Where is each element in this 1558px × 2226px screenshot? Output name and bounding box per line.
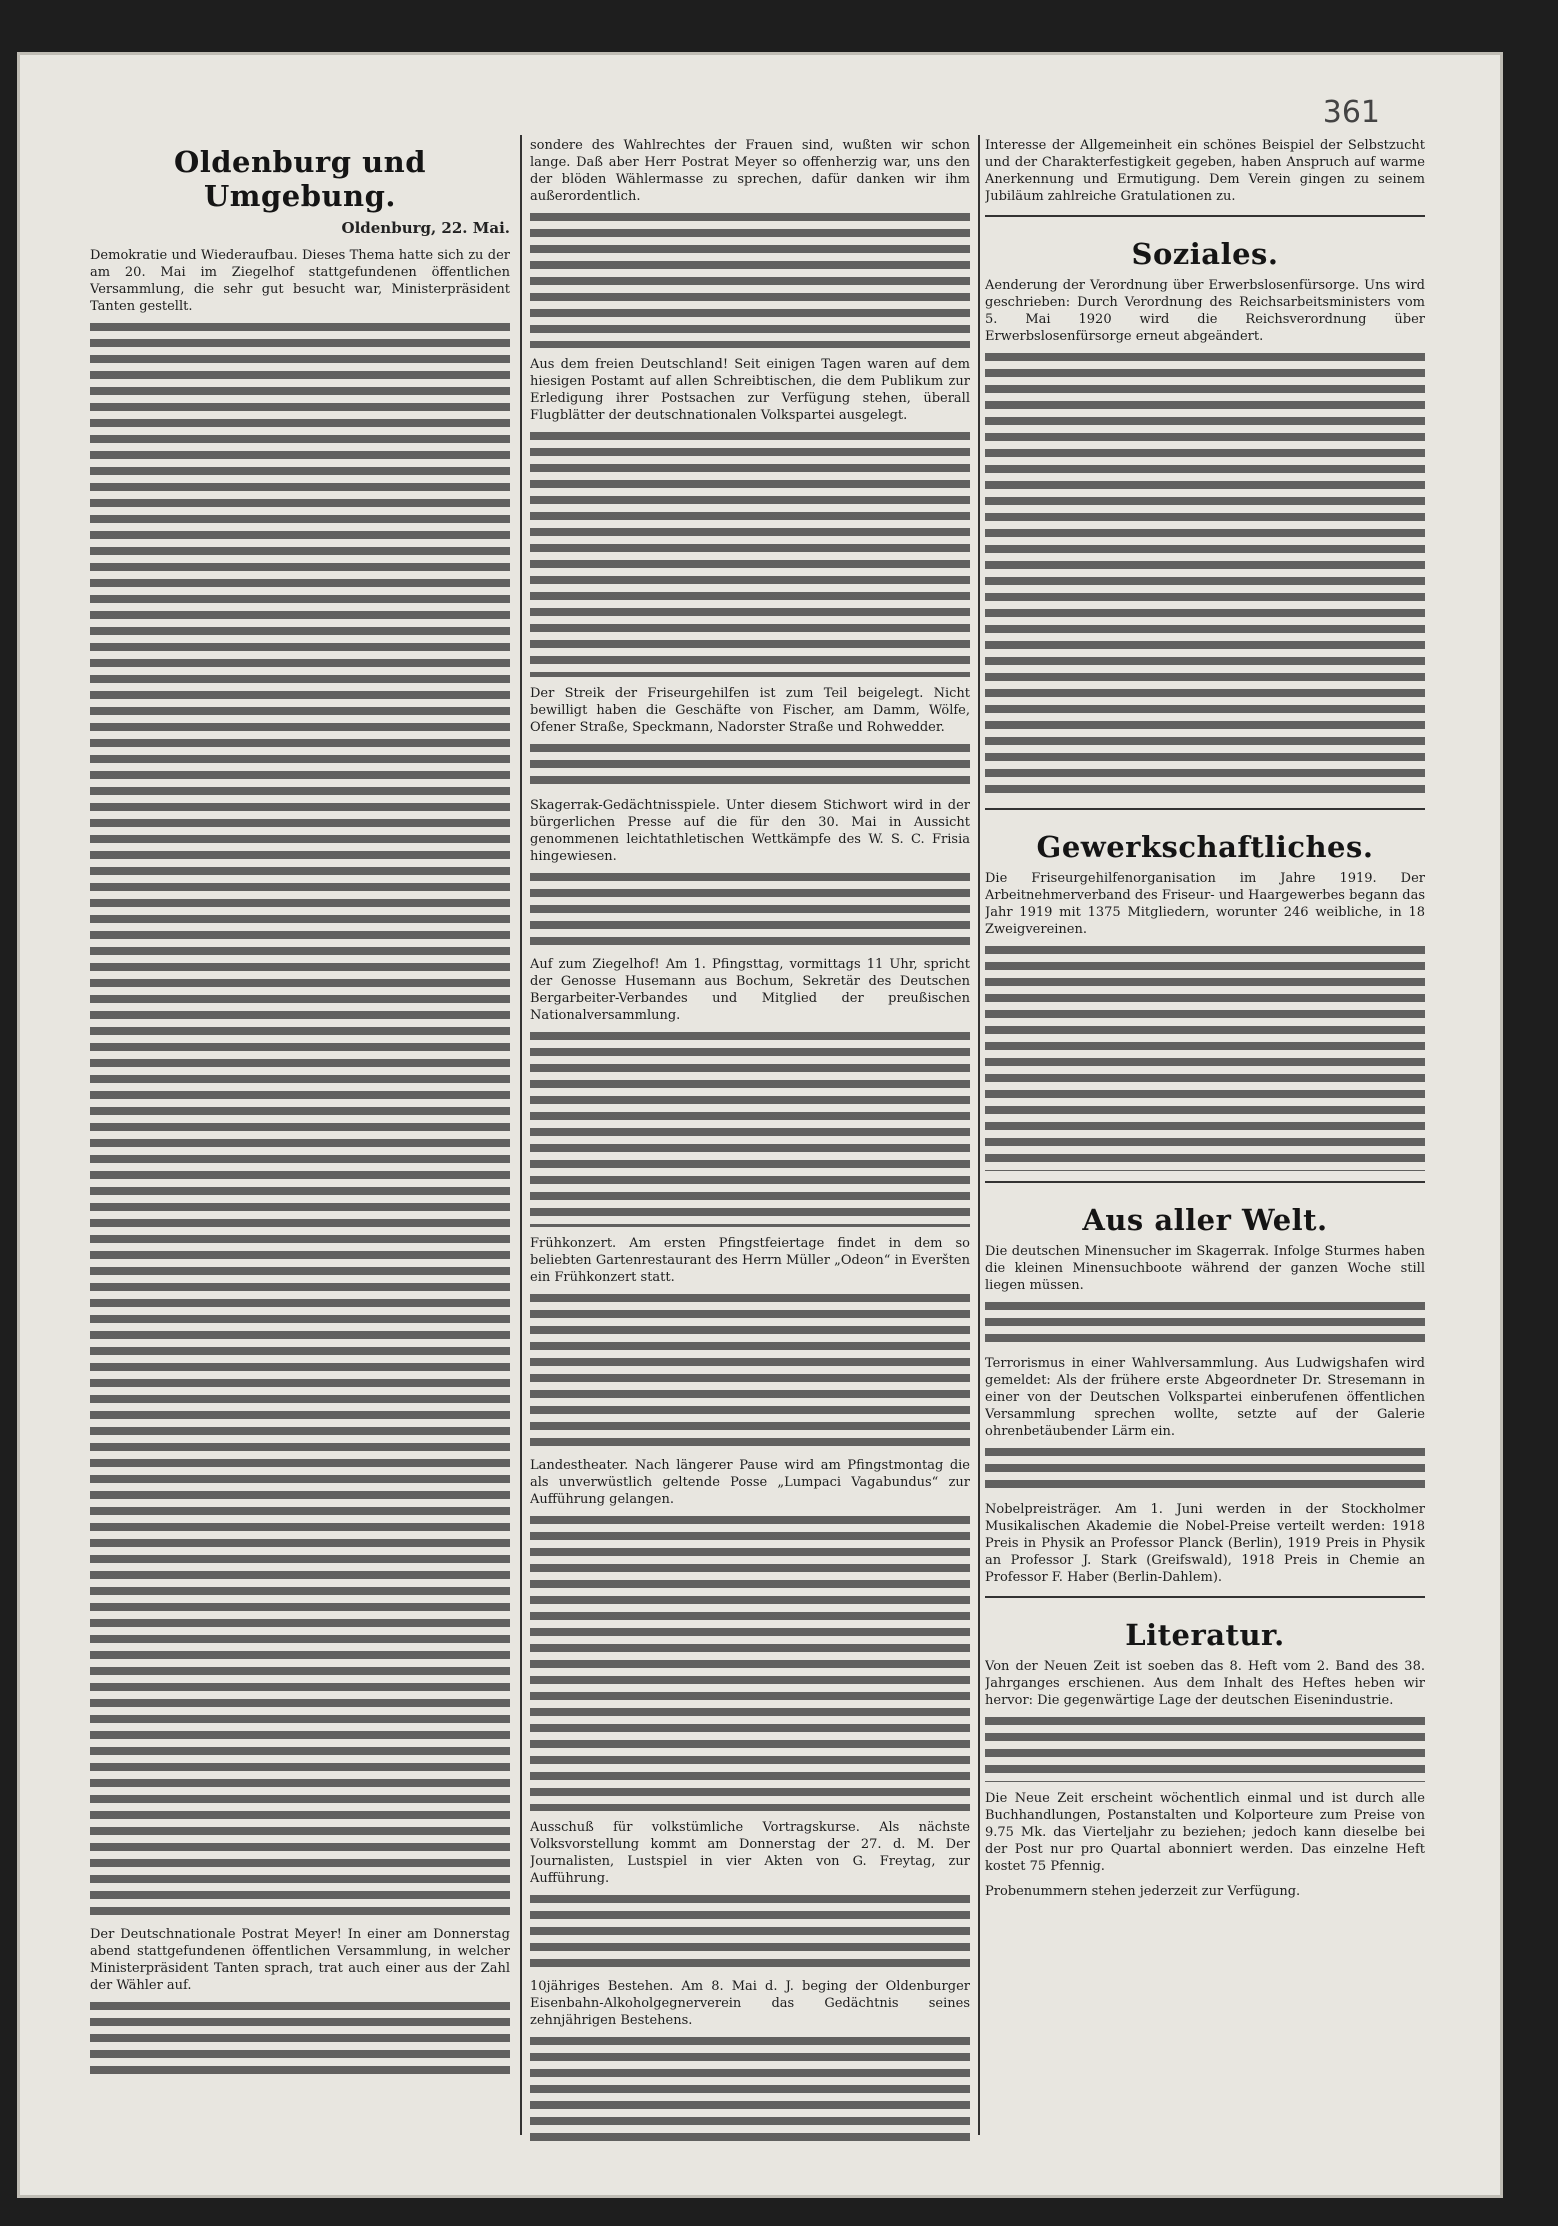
dateline: Oldenburg, 22. Mai. (341, 219, 510, 237)
section-heading-literatur: Literatur. (1125, 1618, 1285, 1652)
newspaper-page (20, 55, 1500, 2195)
article-lead: Nobelpreisträger. Am 1. Juni werden in der Stockholmer Musikalischen Akademie die Nobel-Preise verteilt werden: 1918 Preis in Physik an Professor Planck (Berlin), 1919 Preis in Physik an Professor J. Stark (Greifswald), 1918 Preis in Chemie an Professor F. Haber (Berlin-Dahlem). (985, 1502, 1425, 1585)
body-text-lines (530, 1289, 970, 1449)
column-3 (985, 125, 1425, 2145)
article (90, 247, 510, 1918)
body-text-lines (985, 1712, 1425, 1782)
article (985, 1355, 1425, 1493)
article-lead: Die deutschen Minensucher im Skagerrak. Infolge Sturmes haben die kleinen Minensuchboote während der ganzen Woche still liegen müssen. (985, 1244, 1425, 1293)
body-text-lines (90, 1997, 510, 2077)
article-lead: Landestheater. Nach längerer Pause wird am Pfingstmontag die als unverwüstlich geltende Posse „Lumpaci Vagabundus“ zur Aufführung gelangen. (530, 1458, 970, 1507)
body-text-lines (530, 1511, 970, 1811)
section-heading-oldenburg: Oldenburg und Umgebung. (173, 145, 427, 213)
article (530, 956, 970, 1227)
article-lead: Frühkonzert. Am ersten Pfingstfeiertage findet in dem so beliebten Gartenrestaurant des Herrn Müller „Odeon“ in Everšten ein Frühkonzert statt. (530, 1236, 970, 1285)
article-lead: Probenummern stehen jederzeit zur Verfügung. (985, 1884, 1301, 1899)
section-rule (985, 215, 1425, 217)
page-number: 361 (1322, 95, 1380, 130)
article-lead: Skagerrak-Gedächtnisspiele. Unter diesem Stichwort wird in der bürgerlichen Presse auf die für den 30. Mai in Aussicht genommenen leichtathletischen Wettkämpfe des W. S. C. Frisia hingewiesen. (530, 798, 970, 864)
article (985, 870, 1425, 1171)
body-text-lines (530, 868, 970, 948)
article-lead: Aus dem freien Deutschland! Seit einigen Tagen waren auf dem hiesigen Postamt auf allen Schreibtischen, die dem Publikum zur Erledigung ihrer Postsachen zur Verfügung stehen, überall Flugblätter der deutschnationalen Volkspartei ausgelegt. (530, 357, 970, 423)
article (530, 1235, 970, 1449)
article (985, 1243, 1425, 1347)
column-divider (520, 135, 522, 2135)
body-text-lines (985, 1443, 1425, 1493)
article (985, 1790, 1425, 1875)
article-lead: Auf zum Ziegelhof! Am 1. Pfingsttag, vormittags 11 Uhr, spricht der Genosse Husemann aus Bochum, Sekretär des Deutschen Bergarbeiter-Verbandes und Mitglied der preußischen Nationalversammlung. (530, 957, 970, 1023)
body-text-lines (530, 739, 970, 789)
body-text-lines (985, 941, 1425, 1171)
article-lead: Die Neue Zeit erscheint wöchentlich einmal und ist durch alle Buchhandlungen, Postanstalten und Kolporteure zum Preise von 9.75 Mk. das Vierteljahr zu beziehen; jedoch kann dieselbe bei der Post nur pro Quartal abonniert werden. Das einzelne Heft kostet 75 Pfennig. (985, 1791, 1425, 1874)
section-heading-soziales: Soziales. (1131, 237, 1279, 271)
body-text-lines (530, 1027, 970, 1227)
article (530, 1819, 970, 1970)
body-text-lines (985, 1297, 1425, 1347)
article (530, 685, 970, 789)
article (530, 137, 970, 348)
article-lead: Der Streik der Friseurgehilfen ist zum Teil beigelegt. Nicht bewilligt haben die Geschäfte von Fischer, am Damm, Wölfe, Ofener Straße, Speckmann, Nadorster Straße und Rohwedder. (530, 686, 970, 735)
section-rule (985, 808, 1425, 810)
article (985, 277, 1425, 798)
article-lead: Interesse der Allgemeinheit ein schönes Beispiel der Selbstzucht und der Charakterfestigkeit gegeben, haben Anspruch auf warme Anerkennung und Ermutigung. Dem Verein gingen zu seinem Jubiläum zahlreiche Gratulationen zu. (985, 138, 1425, 204)
section-rule (985, 1596, 1425, 1598)
article (985, 1883, 1425, 1900)
article (985, 1501, 1425, 1586)
article (530, 1457, 970, 1811)
article (530, 1978, 970, 2142)
article-lead: sondere des Wahlrechtes der Frauen sind, wußten wir schon lange. Daß aber Herr Postrat Meyer so offenherzig war, uns den der blöden Wählermasse zu sprechen, dafür danken wir ihm außerordentlich. (530, 138, 970, 204)
article-lead: Die Friseurgehilfenorganisation im Jahre 1919. Der Arbeitnehmerverband des Friseur- und Haargewerbes begann das Jahr 1919 mit 1375 Mitgliedern, worunter 246 weibliche, in 18 Zweigvereinen. (985, 871, 1425, 937)
article (530, 356, 970, 677)
article-lead: 10jähriges Bestehen. Am 8. Mai d. J. beging der Oldenburger Eisenbahn-Alkoholgegnerverein das Gedächtnis seines zehnjährigen Bestehens. (530, 1979, 970, 2028)
section-heading-gewerkschaftliches: Gewerkschaftliches. (1036, 830, 1374, 864)
article (90, 1926, 510, 2077)
article-lead: Ausschuß für volkstümliche Vortragskurse. Als nächste Volksvorstellung kommt am Donnerstag der 27. d. M. Der Journalisten, Lustspiel in vier Akten von G. Freytag, zur Aufführung. (530, 1820, 970, 1886)
body-text-lines (530, 427, 970, 677)
article (985, 1658, 1425, 1782)
column-1 (90, 125, 510, 2145)
body-text-lines (985, 348, 1425, 798)
body-text-lines (530, 1890, 970, 1970)
body-text-lines (530, 208, 970, 348)
column-divider (978, 135, 980, 2135)
section-heading-aus-aller-welt: Aus aller Welt. (1082, 1203, 1328, 1237)
article-lead: Aenderung der Verordnung über Erwerbslosenfürsorge. Uns wird geschrieben: Durch Verordnung des Reichsarbeitsministers vom 5. Mai 1920 wird die Reichsverordnung über Erwerbslosenfürsorge erneut abgeändert. (985, 278, 1425, 344)
body-text-lines (530, 2032, 970, 2142)
article (530, 797, 970, 948)
article-lead: Demokratie und Wiederaufbau. Dieses Thema hatte sich zu der am 20. Mai im Ziegelhof stattgefundenen öffentlichen Versammlung, die sehr gut besucht war, Ministerpräsident Tanten gestellt. (90, 248, 510, 314)
article (985, 137, 1425, 205)
article-lead: Von der Neuen Zeit ist soeben das 8. Heft vom 2. Band des 38. Jahrganges erschienen. Aus dem Inhalt des Heftes heben wir hervor: Die gegenwärtige Lage der deutschen Eisenindustrie. (985, 1659, 1425, 1708)
article-lead: Terrorismus in einer Wahlversammlung. Aus Ludwigshafen wird gemeldet: Als der frühere erste Abgeordneter Dr. Stresemann in einer von der Deutschen Volkspartei einberufenen öffentlichen Versammlung sprechen wollte, setzte auf der Galerie ohrenbetäubender Lärm ein. (985, 1356, 1425, 1439)
article-lead: Der Deutschnationale Postrat Meyer! In einer am Donnerstag abend stattgefundenen öffentlichen Versammlung, in welcher Ministerpräsident Tanten sprach, trat auch einer aus der Zahl der Wähler auf. (90, 1927, 510, 1993)
section-rule (985, 1181, 1425, 1183)
body-text-lines (90, 318, 510, 1918)
column-2 (530, 125, 970, 2145)
